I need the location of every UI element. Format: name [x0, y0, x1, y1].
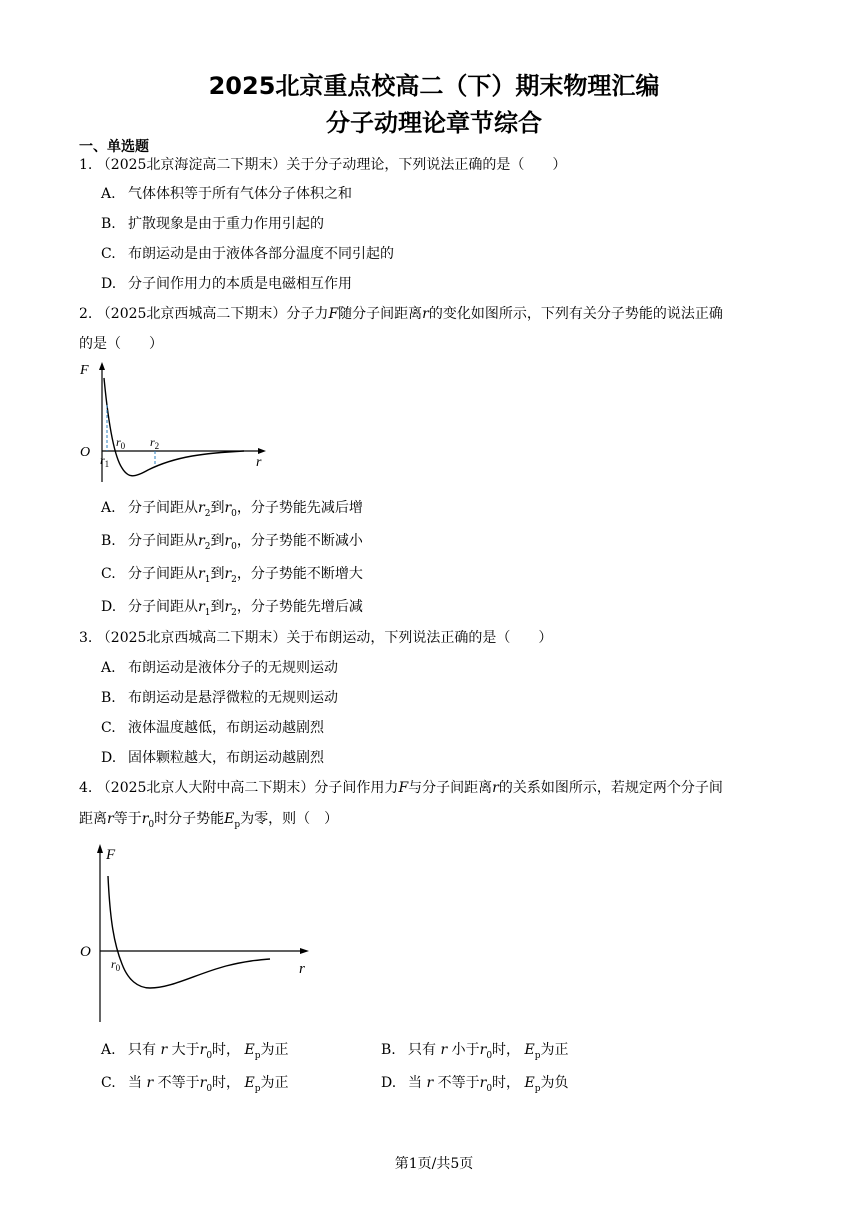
q1-option-d: D. 分子间作用力的本质是电磁相互作用	[101, 276, 352, 292]
question-2-stem-line1: 2. （2025北京西城高二下期末）分子力F随分子间距离r的变化如图所示，下列有关分子势能的说法正确	[79, 306, 723, 322]
q2-x-axis-label: r	[256, 455, 262, 470]
q2-origin-label: O	[80, 445, 91, 460]
q2-y-arrow	[99, 362, 105, 370]
q2-y-axis-label: F	[80, 363, 89, 378]
question-4-stem-line2: 距离r等于$r_0$时分子势能$E_p$为零，则（ ）	[79, 811, 339, 830]
q3-option-b: B. 布朗运动是悬浮微粒的无规则运动	[101, 690, 338, 706]
q2-r0-label: $r_0$	[116, 435, 126, 451]
page-footer: 第1页/共5页	[394, 1156, 474, 1172]
question-4-stem-line1: 4. （2025北京人大附中高二下期末）分子间作用力F与分子间距离r的关系如图所示，若规定两个分子间	[79, 780, 723, 796]
q2-force-curve-figure	[76, 360, 276, 490]
q2-option-c: C. 分子间距从$r_1$到$r_2$，分子势能不断增大	[101, 566, 363, 585]
page-subtitle: 分子动理论章节综合	[326, 109, 542, 137]
q2-option-b: B. 分子间距从$r_2$到$r_0$，分子势能不断减小	[101, 533, 363, 552]
q4-option-a: A. 只有 r 大于$r_0$时， $E_p$为正	[101, 1042, 289, 1061]
q2-option-d: D. 分子间距从$r_1$到$r_2$，分子势能先增后减	[101, 599, 363, 618]
q1-option-c: C. 布朗运动是由于液体各部分温度不同引起的	[101, 246, 394, 262]
q3-option-d: D. 固体颗粒越大，布朗运动越剧烈	[101, 750, 324, 766]
q1-option-b: B. 扩散现象是由于重力作用引起的	[101, 216, 324, 232]
q1-option-a: A. 气体体积等于所有气体分子体积之和	[101, 186, 352, 202]
q2-force-curve	[104, 378, 244, 476]
q4-y-axis-label: F	[106, 847, 116, 863]
q2-option-a: A. 分子间距从$r_2$到$r_0$，分子势能先减后增	[101, 500, 363, 519]
q4-force-curve	[108, 876, 270, 988]
q4-force-curve-figure	[76, 840, 326, 1030]
q4-x-arrow	[300, 948, 309, 954]
q4-r0-label: $r_0$	[111, 957, 121, 973]
q4-x-axis-label: r	[299, 961, 305, 977]
section-heading: 一、单选题	[79, 139, 149, 155]
q4-y-arrow	[97, 844, 103, 853]
q2-r2-label: $r_2$	[150, 435, 160, 451]
q4-option-b: B. 只有 r 小于$r_0$时， $E_p$为正	[381, 1042, 569, 1061]
q3-option-c: C. 液体温度越低，布朗运动越剧烈	[101, 720, 324, 736]
q4-origin-label: O	[80, 944, 91, 960]
q4-option-c: C. 当 r 不等于$r_0$时， $E_p$为正	[101, 1075, 289, 1094]
q4-option-d: D. 当 r 不等于$r_0$时， $E_p$为负	[381, 1075, 569, 1094]
page-title: 2025北京重点校高二（下）期末物理汇编	[208, 72, 660, 100]
q2-r1-label: $r_1$	[100, 453, 110, 469]
question-3-stem: 3. （2025北京西城高二下期末）关于布朗运动，下列说法正确的是（ ）	[79, 630, 553, 646]
q2-x-arrow	[258, 448, 266, 454]
question-2-stem-line2: 的是（ ）	[79, 336, 163, 352]
q3-option-a: A. 布朗运动是液体分子的无规则运动	[101, 660, 338, 676]
question-1-stem: 1. （2025北京海淀高二下期末）关于分子动理论，下列说法正确的是（ ）	[79, 157, 567, 173]
